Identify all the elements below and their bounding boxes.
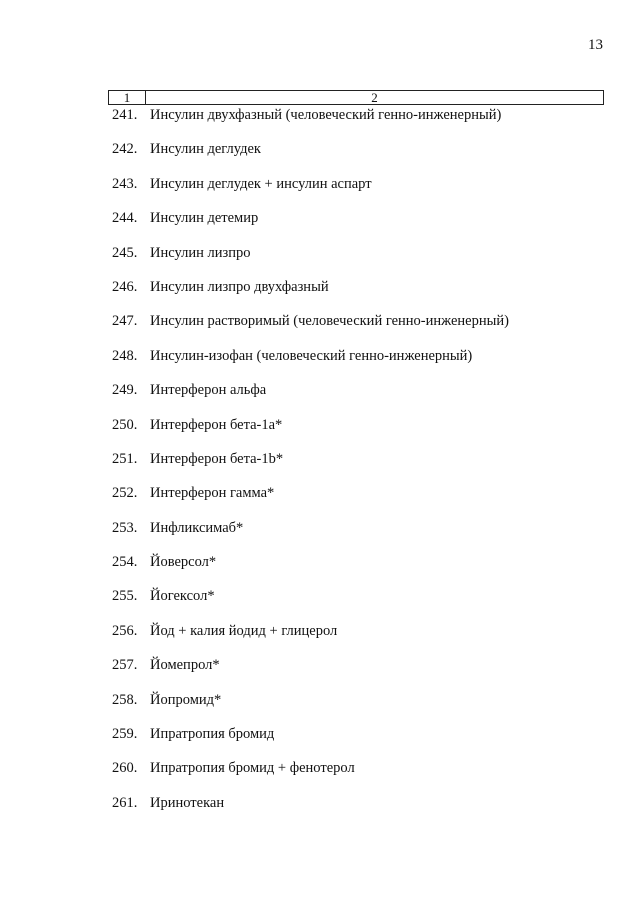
- list-item: [112, 278, 612, 312]
- item-text: Йопромид*: [150, 691, 222, 708]
- item-number: 249.: [112, 382, 138, 399]
- list-item: [112, 587, 612, 621]
- item-number: 256.: [112, 622, 138, 639]
- drug-list: [112, 106, 612, 828]
- list-item: [112, 484, 612, 518]
- table-header: [108, 90, 604, 105]
- item-number: 259.: [112, 726, 138, 743]
- item-text: Ипратропия бромид: [150, 726, 275, 743]
- item-number: 242.: [112, 141, 138, 158]
- item-text: Инсулин лизпро двухфазный: [150, 278, 329, 295]
- list-item: [112, 140, 612, 174]
- list-item: [112, 450, 612, 484]
- table-header-col2: 2: [371, 90, 378, 105]
- list-item: [112, 519, 612, 553]
- list-item: [112, 553, 612, 587]
- table-header-col1: 1: [109, 91, 146, 104]
- item-text: Интерферон альфа: [150, 382, 267, 399]
- item-text: Инсулин двухфазный (человеческий генно-инженерный): [150, 107, 502, 123]
- item-number: 261.: [112, 794, 138, 811]
- item-text: Инсулин растворимый (человеческий генно-инженерный): [150, 313, 509, 330]
- list-item: [112, 691, 612, 725]
- list-item: [112, 759, 612, 793]
- list-item: [112, 312, 612, 346]
- item-number: 246.: [112, 278, 138, 295]
- list-item: [112, 209, 612, 243]
- item-number: 258.: [112, 691, 138, 708]
- list-item: [112, 175, 612, 209]
- item-number: 260.: [112, 760, 138, 777]
- item-text: Йоверсол*: [150, 554, 217, 571]
- list-item: [112, 381, 612, 415]
- item-text: Инсулин-изофан (человеческий генно-инженерный): [150, 347, 473, 364]
- item-number: 247.: [112, 313, 138, 330]
- item-number: 257.: [112, 657, 138, 674]
- item-text: Инсулин деглудек: [150, 141, 261, 158]
- item-text: Ипратропия бромид + фенотерол: [150, 760, 355, 777]
- list-item: [112, 622, 612, 656]
- list-item: [112, 416, 612, 450]
- item-number: 248.: [112, 347, 138, 364]
- list-item: [112, 244, 612, 278]
- list-item: [112, 725, 612, 759]
- list-item: [112, 794, 612, 828]
- item-number: 255.: [112, 588, 138, 605]
- item-text: Интерферон бета-1а*: [150, 416, 283, 433]
- item-text: Инсулин детемир: [150, 210, 259, 227]
- item-number: 254.: [112, 554, 138, 571]
- list-item: [112, 106, 612, 140]
- item-number: 250.: [112, 416, 138, 433]
- item-number: 244.: [112, 210, 138, 227]
- item-text: Йомепрол*: [150, 657, 220, 674]
- list-item: [112, 347, 612, 381]
- item-text: Йод + калия йодид + глицерол: [150, 622, 338, 639]
- item-number: 245.: [112, 244, 138, 261]
- item-number: 241.: [112, 107, 138, 123]
- item-text: Инсулин лизпро: [150, 244, 251, 261]
- item-text: Инсулин деглудек + инсулин аспарт: [150, 175, 372, 192]
- item-number: 243.: [112, 175, 138, 192]
- item-text: Интерферон гамма*: [150, 485, 275, 502]
- item-text: Инфликсимаб*: [150, 519, 244, 536]
- item-text: Интерферон бета-1b*: [150, 450, 284, 467]
- item-text: Иринотекан: [150, 794, 225, 811]
- page-number: 13: [588, 37, 603, 53]
- item-number: 253.: [112, 519, 138, 536]
- list-item: [112, 656, 612, 690]
- item-number: 252.: [112, 485, 138, 502]
- item-text: Йогексол*: [150, 588, 215, 605]
- item-number: 251.: [112, 450, 138, 467]
